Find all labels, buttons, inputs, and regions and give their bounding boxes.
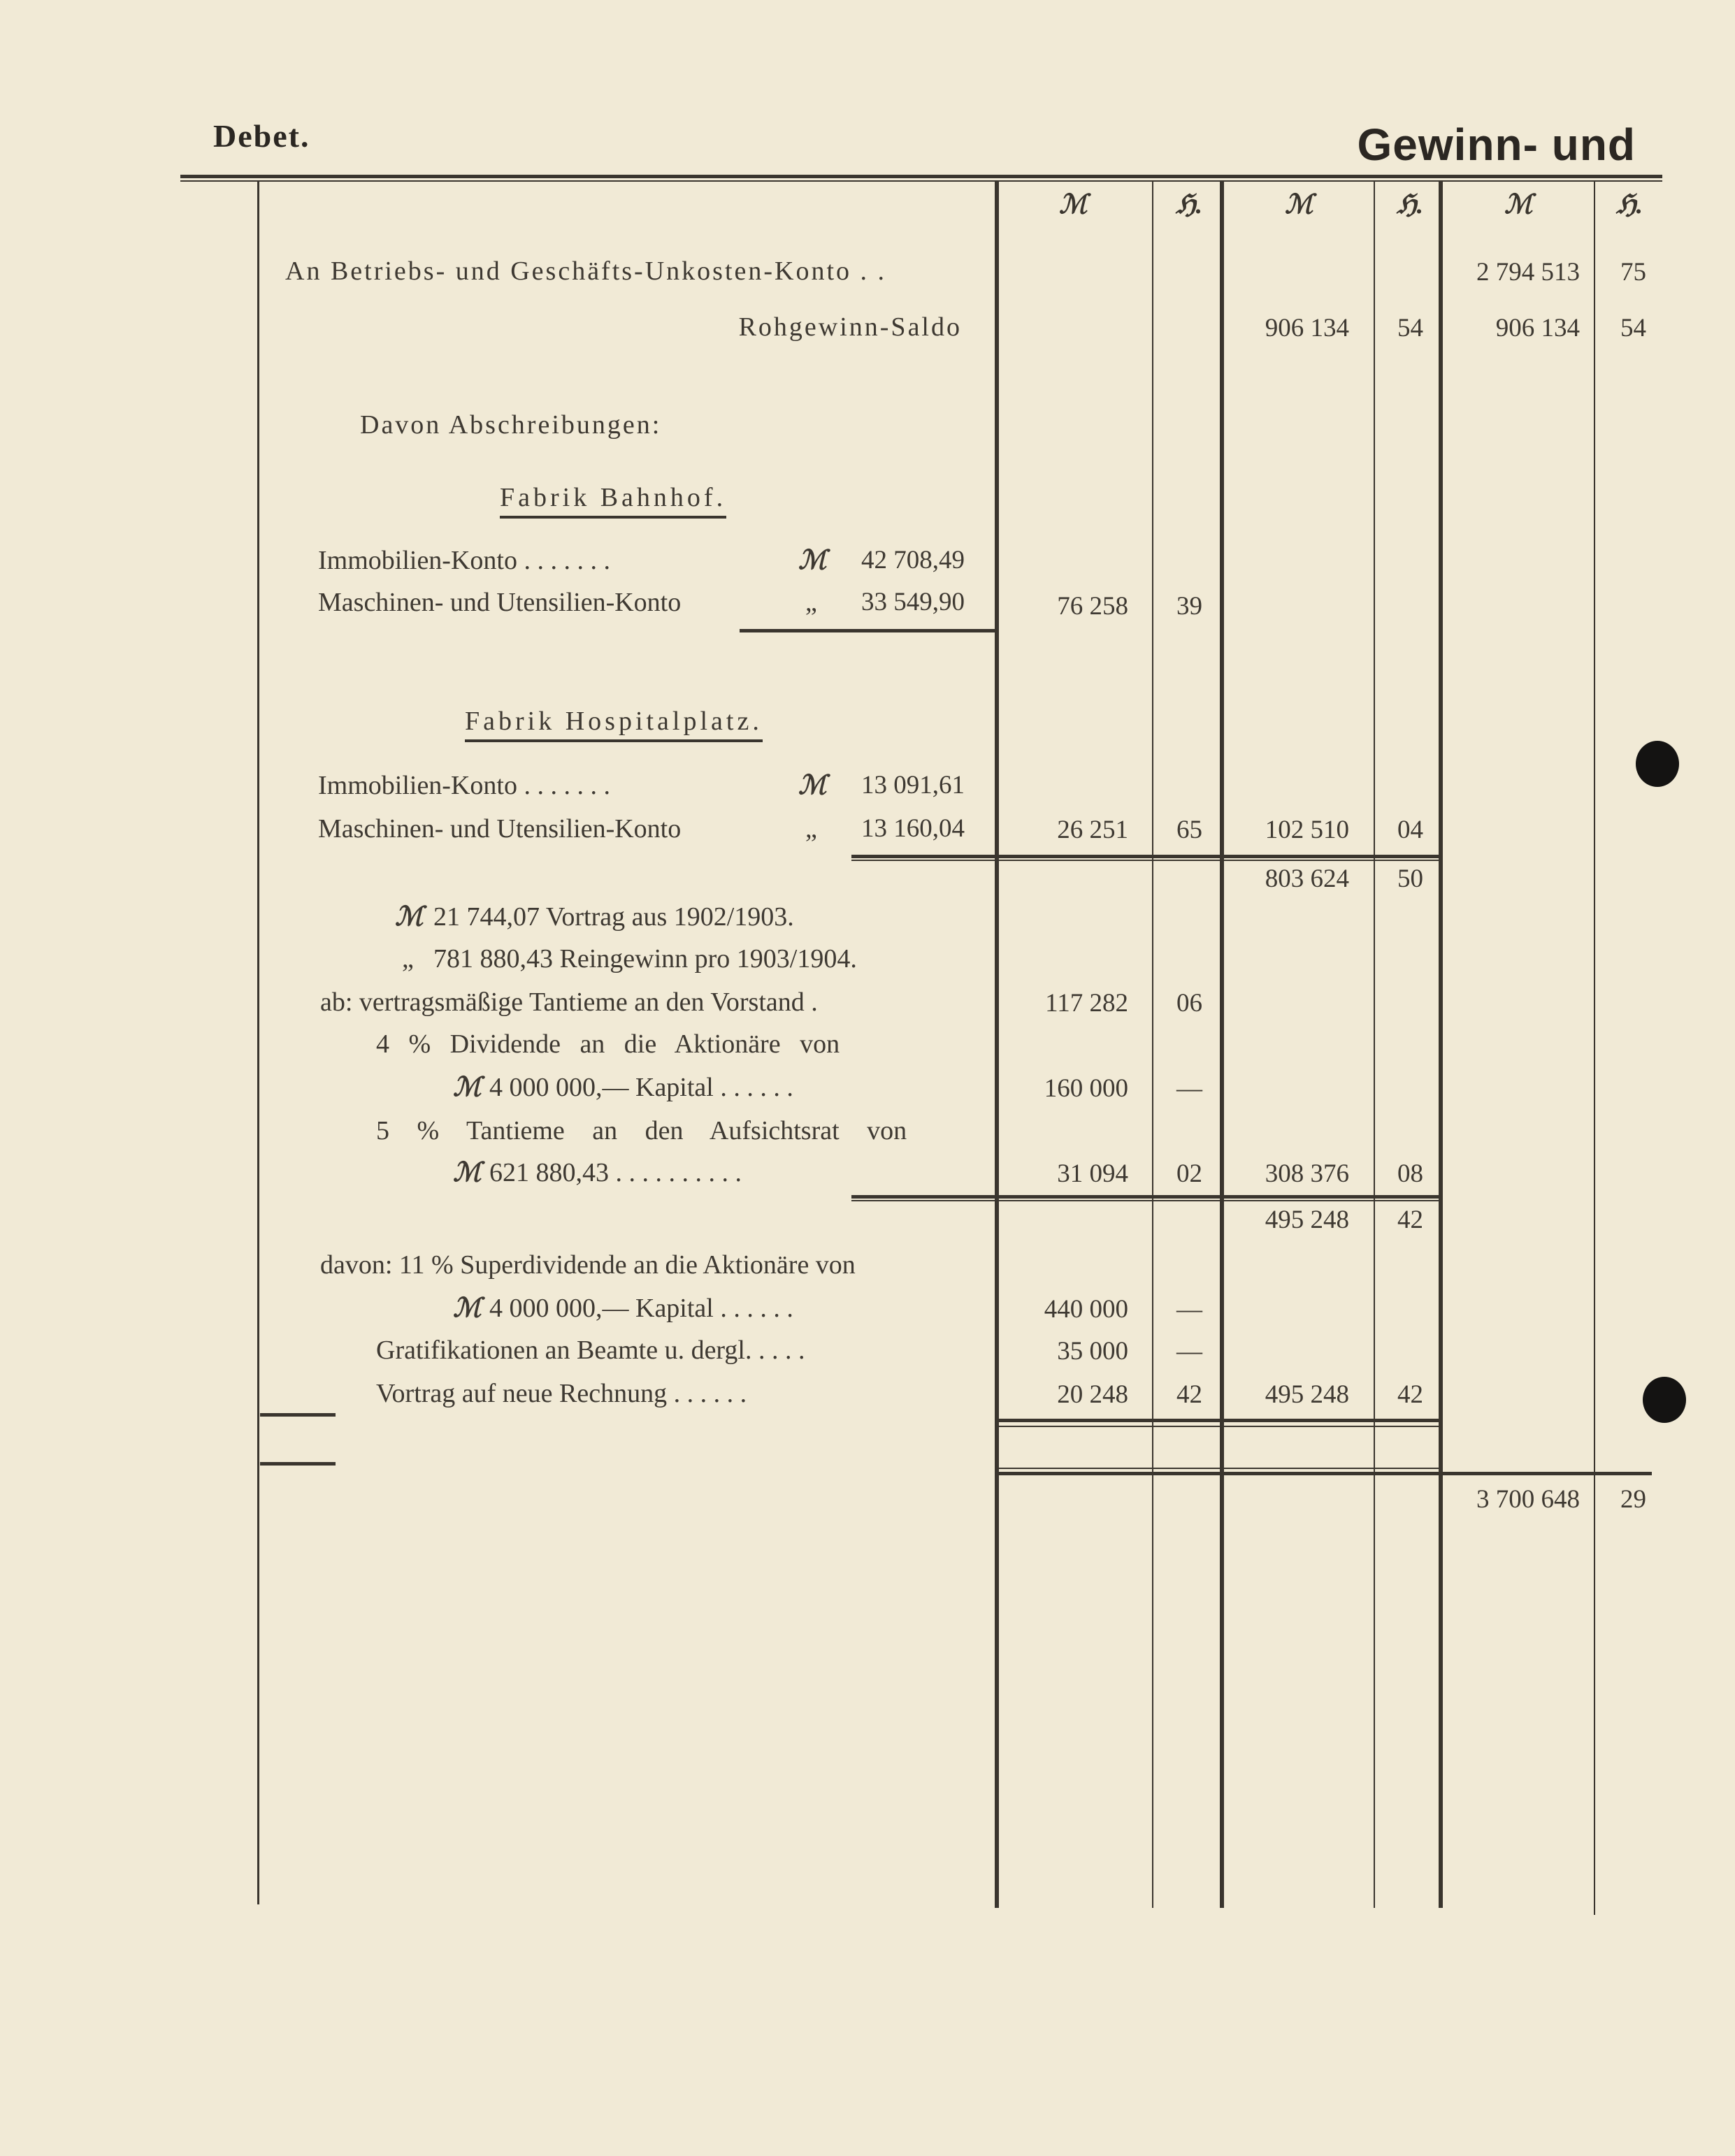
aufs-betrag-c1-m: 31 094: [1057, 1159, 1128, 1188]
col1-mark-header: ℳ: [1059, 190, 1088, 219]
rule-hospital: [851, 855, 1442, 858]
col1-left-rule: [995, 182, 999, 1908]
tantieme-vorstand-c1-pf: 06: [1176, 989, 1202, 1018]
row-rohgewinn-c2-pf: 54: [1397, 314, 1423, 342]
kapital1-c1-pf: —: [1176, 1074, 1202, 1103]
vortrag-neu-c1-m: 20 248: [1057, 1380, 1128, 1409]
vortrag-neu-c2-m: 495 248: [1265, 1380, 1349, 1409]
total-c3-m: 3 700 648: [1476, 1485, 1580, 1514]
rule-bahnhof: [740, 629, 997, 632]
col2-mark-header: ℳ: [1285, 190, 1313, 219]
bahnhof-c1-pf: 39: [1176, 592, 1202, 621]
kapital2-label: 4 000 000,— Kapital . . . . . .: [489, 1294, 793, 1323]
col2-left-rule: [1220, 182, 1224, 1908]
bahnhof-title: Fabrik Bahnhof.: [500, 482, 726, 519]
hospital-c1-m: 26 251: [1057, 816, 1128, 844]
col3-left-rule: [1439, 182, 1443, 1908]
kapital1-label: 4 000 000,— Kapital . . . . . .: [489, 1073, 793, 1102]
rule-tantieme-thin: [851, 1200, 1442, 1201]
hospital-immo-sign: ℳ: [798, 771, 827, 800]
bahnhof-masch-sign: „: [805, 588, 817, 617]
col3-pf-header: ℌ.: [1616, 190, 1643, 219]
bahnhof-immo-label: Immobilien-Konto . . . . . . .: [318, 546, 610, 575]
hospital-masch-sign: „: [805, 814, 817, 844]
row-rohgewinn-c2-m: 906 134: [1265, 314, 1349, 342]
aufs-betrag-c2-pf: 08: [1397, 1159, 1423, 1188]
kapital1-c1-m: 160 000: [1044, 1074, 1128, 1103]
sub1-c2-m: 803 624: [1265, 864, 1349, 893]
aufs-betrag-c1-pf: 02: [1176, 1159, 1202, 1188]
kapital2-sign: ℳ: [453, 1294, 482, 1323]
hospital-title: Fabrik Hospitalplatz.: [465, 706, 763, 742]
hospital-c2-m: 102 510: [1265, 816, 1349, 844]
rule-total-b: [995, 1472, 1652, 1475]
gratifikation-c1-m: 35 000: [1057, 1337, 1128, 1366]
rule-vortrag-a: [995, 1419, 1442, 1422]
row-rohgewinn-c3-m: 906 134: [1495, 314, 1580, 342]
reingewinn-text: 781 880,43 Reingewinn pro 1903/1904.: [433, 944, 857, 974]
punch-hole-upper: [1636, 741, 1679, 787]
left-dash-1: [260, 1413, 336, 1417]
hospital-masch-label: Maschinen- und Utensilien-Konto: [318, 814, 682, 844]
top-double-rule: [180, 175, 1662, 178]
rule-vortrag-b: [995, 1426, 1442, 1427]
reingewinn-sign: „: [402, 944, 414, 974]
vortrag-sign: ℳ: [395, 902, 424, 932]
gratifikation-label: Gratifikationen an Beamte u. dergl. . . . .: [376, 1336, 805, 1365]
hospital-c1-pf: 65: [1176, 816, 1202, 844]
total-c3-pf: 29: [1620, 1485, 1646, 1514]
tantieme-vorstand-c1-m: 117 282: [1045, 989, 1128, 1018]
left-dash-2: [260, 1462, 336, 1466]
kapital1-sign: ℳ: [453, 1073, 482, 1102]
kapital2-c1-m: 440 000: [1044, 1295, 1128, 1324]
row-rohgewinn-label: Rohgewinn-Saldo: [738, 312, 962, 342]
col2-split-rule: [1374, 182, 1375, 1908]
vortrag-neu-c1-pf: 42: [1176, 1380, 1202, 1409]
rule-total-a: [995, 1468, 1442, 1469]
aufs-betrag-sign: ℳ: [453, 1158, 482, 1187]
row-rohgewinn-c3-pf: 54: [1620, 314, 1646, 342]
sub2-c2-m: 495 248: [1265, 1206, 1349, 1234]
hospital-immo-amount: 13 091,61: [861, 771, 965, 800]
sub1-c2-pf: 50: [1397, 864, 1423, 893]
gewinn-und-heading: Gewinn- und: [1357, 120, 1636, 170]
bahnhof-masch-label: Maschinen- und Utensilien-Konto: [318, 588, 682, 617]
hospital-c2-pf: 04: [1397, 816, 1423, 844]
bahnhof-c1-m: 76 258: [1057, 592, 1128, 621]
vortrag-neu-c2-pf: 42: [1397, 1380, 1423, 1409]
davon-abschreibungen: Davon Abschreibungen:: [360, 410, 662, 440]
kapital2-c1-pf: —: [1176, 1295, 1202, 1324]
tantieme-vorstand-label: ab: vertragsmäßige Tantieme an den Vorstand .: [320, 987, 818, 1017]
left-margin-rule: [257, 182, 259, 1904]
col3-mark-header: ℳ: [1504, 190, 1533, 219]
rule-tantieme: [851, 1195, 1442, 1199]
aufs-betrag-label: 621 880,43 . . . . . . . . . .: [489, 1158, 742, 1187]
vortrag-neu-label: Vortrag auf neue Rechnung . . . . . .: [376, 1379, 747, 1408]
col3-split-rule: [1594, 182, 1595, 1915]
vortrag-text: 21 744,07 Vortrag aus 1902/1903.: [433, 902, 794, 932]
col2-pf-header: ℌ.: [1397, 190, 1424, 219]
debet-heading: Debet.: [213, 118, 310, 154]
col1-pf-header: ℌ.: [1176, 190, 1203, 219]
hospital-masch-amount: 13 160,04: [861, 814, 965, 843]
bahnhof-immo-sign: ℳ: [798, 546, 827, 575]
rule-hospital-thin: [851, 860, 1442, 861]
bahnhof-immo-amount: 42 708,49: [861, 546, 965, 574]
sub2-c2-pf: 42: [1397, 1206, 1423, 1234]
row-betriebs-label: An Betriebs- und Geschäfts-Unkosten-Konto . .: [285, 256, 887, 286]
punch-hole-lower: [1643, 1377, 1686, 1423]
row-betriebs-c3-pf: 75: [1620, 258, 1646, 287]
row-betriebs-c3-m: 2 794 513: [1476, 258, 1580, 287]
superdividende-label: davon: 11 % Superdividende an die Aktionäre von: [320, 1250, 856, 1280]
aufsichtsrat-label: 5 % Tantieme an den Aufsichtsrat von: [376, 1116, 907, 1145]
gratifikation-c1-pf: —: [1176, 1337, 1202, 1366]
aufs-betrag-c2-m: 308 376: [1265, 1159, 1349, 1188]
col1-split-rule: [1152, 182, 1153, 1908]
bahnhof-masch-amount: 33 549,90: [861, 588, 965, 616]
hospital-immo-label: Immobilien-Konto . . . . . . .: [318, 771, 610, 800]
dividende-label: 4 % Dividende an die Aktionäre von: [376, 1029, 840, 1059]
